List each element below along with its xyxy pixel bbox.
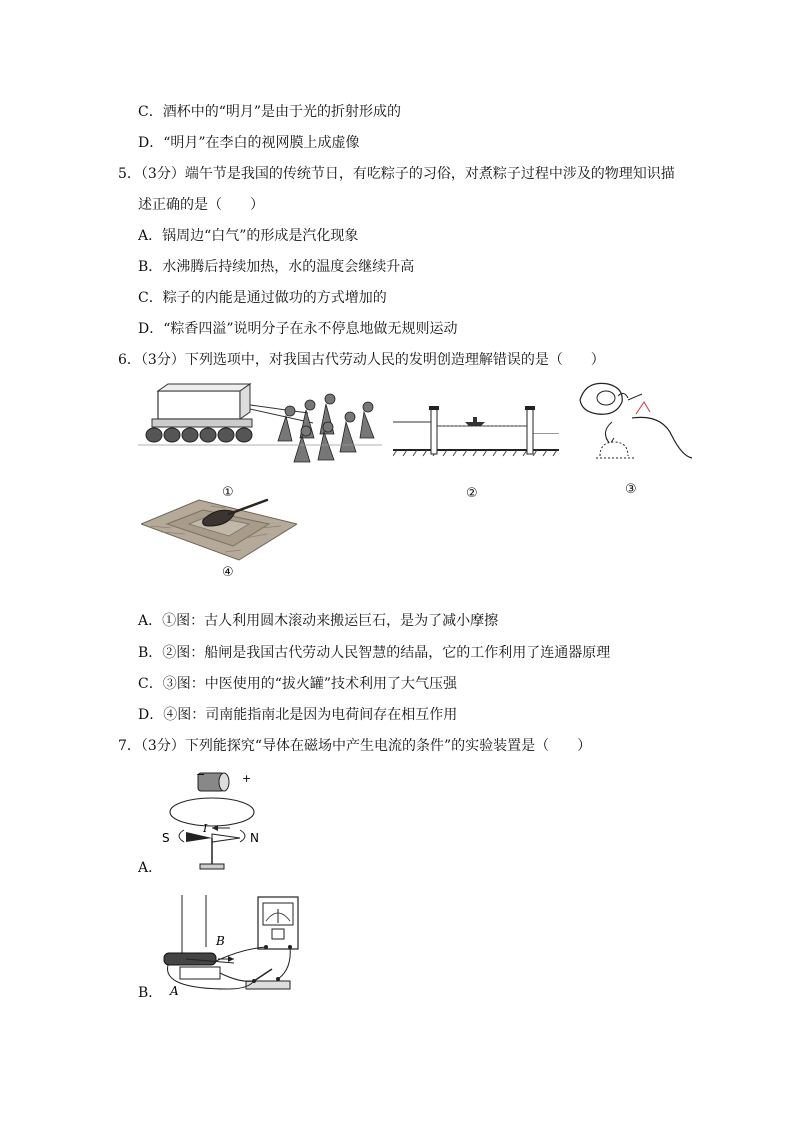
q6-option-c: C．③图：中医使用的“拔火罐”技术利用了大气压强 xyxy=(138,676,458,692)
q7-fig-a-current: I xyxy=(203,822,208,835)
q6-figure-4-sinan-compass xyxy=(141,498,297,564)
q7-fig-a-plus: + xyxy=(242,772,252,785)
q6-figure-1-label: ① xyxy=(222,485,234,500)
q7-fig-a-minus: − xyxy=(196,768,206,781)
q7-fig-b-label-a: A xyxy=(170,984,179,997)
q5-option-c: C．粽子的内能是通过做功的方式增加的 xyxy=(138,290,387,306)
q7-figure-b-induction xyxy=(160,893,300,997)
q7-fig-a-north: N xyxy=(250,831,259,845)
q7-figure-a-oersted xyxy=(160,768,272,872)
q6-option-b: B．②图：船闸是我国古代劳动人民智慧的结晶，它的工作利用了连通器原理 xyxy=(138,645,611,661)
q6-stem: 6．（3分）下列选项中，对我国古代劳动人民的发明创造理解错误的是（ ） xyxy=(118,352,605,368)
q5-stem-line1: 5．（3分）端午节是我国的传统节日，有吃粽子的习俗，对煮粽子过程中涉及的物理知识描 xyxy=(118,166,675,182)
q7-option-a-label: A． xyxy=(138,860,163,876)
q6-figure-3-label: ③ xyxy=(625,482,637,497)
q6-option-d: D．④图：司南能指南北是因为电荷间存在相互作用 xyxy=(138,707,458,723)
q5-option-d: D．“粽香四溢”说明分子在永不停息地做无规则运动 xyxy=(138,321,458,337)
q7-fig-a-south: S xyxy=(162,831,170,845)
q7-fig-b-label-b: B xyxy=(216,934,225,948)
q7-stem: 7．（3分）下列能探究“导体在磁场中产生电流的条件”的实验装置是（ ） xyxy=(118,738,592,754)
q6-figure-1-stone-on-logs xyxy=(138,383,382,475)
q7-option-b-label: B． xyxy=(138,985,163,1001)
q4-option-c: C．酒杯中的“明月”是由于光的折射形成的 xyxy=(138,104,402,120)
q6-figure-4-label: ④ xyxy=(222,565,234,580)
q5-option-a: A．锅周边“白气”的形成是汽化现象 xyxy=(138,228,359,244)
q6-figure-3-fire-cupping xyxy=(572,378,694,476)
q6-option-a: A．①图：古人利用圆木滚动来搬运巨石，是为了减小摩擦 xyxy=(138,613,499,629)
q5-stem-line2: 述正确的是（ ） xyxy=(138,197,264,213)
q6-figure-2-ship-lock xyxy=(393,404,559,466)
q4-option-d: D．“明月”在李白的视网膜上成虚像 xyxy=(138,135,360,151)
q5-option-b: B．水沸腾后持续加热，水的温度会继续升高 xyxy=(138,259,415,275)
q6-figure-2-label: ② xyxy=(466,486,478,501)
